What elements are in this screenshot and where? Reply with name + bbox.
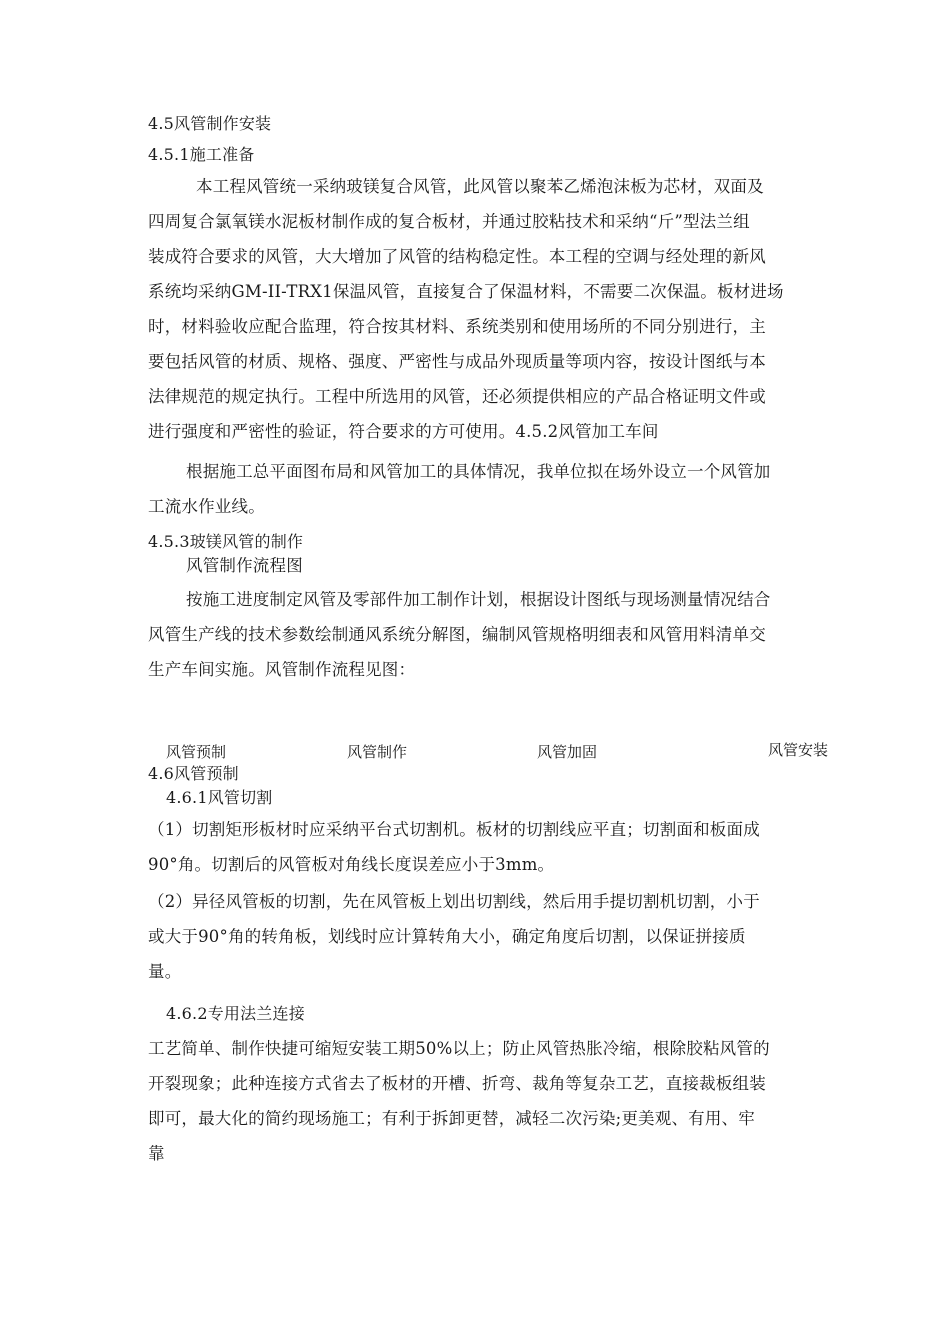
list-item-line: （2）异径风管板的切割，先在风管板上划出切割线，然后用手提切割机切割，小于 — [148, 892, 760, 911]
paragraph-line: 工艺简单、制作快捷可缩短安装工期50%以上；防止风管热胀冷缩，根除胶粘风管的 — [148, 1039, 770, 1058]
list-item-line: 或大于90°角的转角板，划线时应计算转角大小，确定角度后切割，以保证拼接质 — [148, 927, 746, 946]
paragraph-line: 系统均采纳GM-II-TRX1保温风管，直接复合了保温材料，不需要二次保温。板材进场 — [148, 282, 784, 301]
list-item-line: 量。 — [148, 962, 182, 981]
paragraph-line: 本工程风管统一采纳玻镁复合风管，此风管以聚苯乙烯泡沫板为芯材，双面及 — [196, 177, 764, 196]
flow-step-reinforcement: 风管加固 — [537, 743, 598, 761]
subsection-heading-4-6-1: 4.6.1风管切割 — [166, 788, 273, 807]
flow-step-fabrication: 风管制作 — [347, 743, 408, 761]
paragraph-line: 进行强度和严密性的验证，符合要求的方可使用。4.5.2风管加工车间 — [148, 422, 659, 441]
paragraph-line: 即可，最大化的简约现场施工；有利于拆卸更替，减轻二次污染;更美观、有用、牢 — [148, 1109, 755, 1128]
paragraph-line: 靠 — [148, 1144, 165, 1163]
subsection-heading-4-5-1: 4.5.1施工准备 — [148, 145, 255, 164]
paragraph-line: 要包括风管的材质、规格、强度、严密性与成品外现质量等项内容，按设计图纸与本 — [148, 352, 766, 371]
paragraph-line: 风管生产线的技术参数绘制通风系统分解图，编制风管规格明细表和风管用料清单交 — [148, 625, 766, 644]
paragraph-line: 根据施工总平面图布局和风管加工的具体情况，我单位拟在场外设立一个风管加 — [186, 462, 771, 481]
paragraph-line: 四周复合氯氧镁水泥板材制作成的复合板材，并通过胶粘技术和采纳“斤”型法兰组 — [148, 212, 750, 231]
flowchart-heading: 风管制作流程图 — [186, 556, 303, 575]
section-heading-4-6: 4.6风管预制 — [148, 764, 239, 783]
paragraph-line: 按施工进度制定风管及零部件加工制作计划，根据设计图纸与现场测量情况结合 — [186, 590, 771, 609]
paragraph-line: 工流水作业线。 — [148, 497, 265, 516]
paragraph-line: 开裂现象；此种连接方式省去了板材的开槽、折弯、裁角等复杂工艺，直接裁板组装 — [148, 1074, 766, 1093]
paragraph-line: 生产车间实施。风管制作流程见图： — [148, 660, 416, 679]
flow-step-installation: 风管安装 — [768, 741, 829, 759]
paragraph-line: 时，材料验收应配合监理，符合按其材料、系统类别和使用场所的不同分别进行，主 — [148, 317, 766, 336]
list-item-line: （1）切割矩形板材时应采纳平台式切割机。板材的切割线应平直；切割面和板面成 — [148, 820, 760, 839]
subsection-heading-4-6-2: 4.6.2专用法兰连接 — [166, 1004, 305, 1023]
section-heading-4-5: 4.5风管制作安装 — [148, 114, 272, 133]
paragraph-line: 法律规范的规定执行。工程中所选用的风管，还必须提供相应的产品合格证明文件或 — [148, 387, 766, 406]
list-item-line: 90°角。切割后的风管板对角线长度误差应小于3mm。 — [148, 855, 555, 874]
flow-step-prefab: 风管预制 — [166, 743, 227, 761]
paragraph-line: 装成符合要求的风管，大大增加了风管的结构稳定性。本工程的空调与经处理的新风 — [148, 247, 766, 266]
subsection-heading-4-5-3: 4.5.3玻镁风管的制作 — [148, 532, 304, 551]
